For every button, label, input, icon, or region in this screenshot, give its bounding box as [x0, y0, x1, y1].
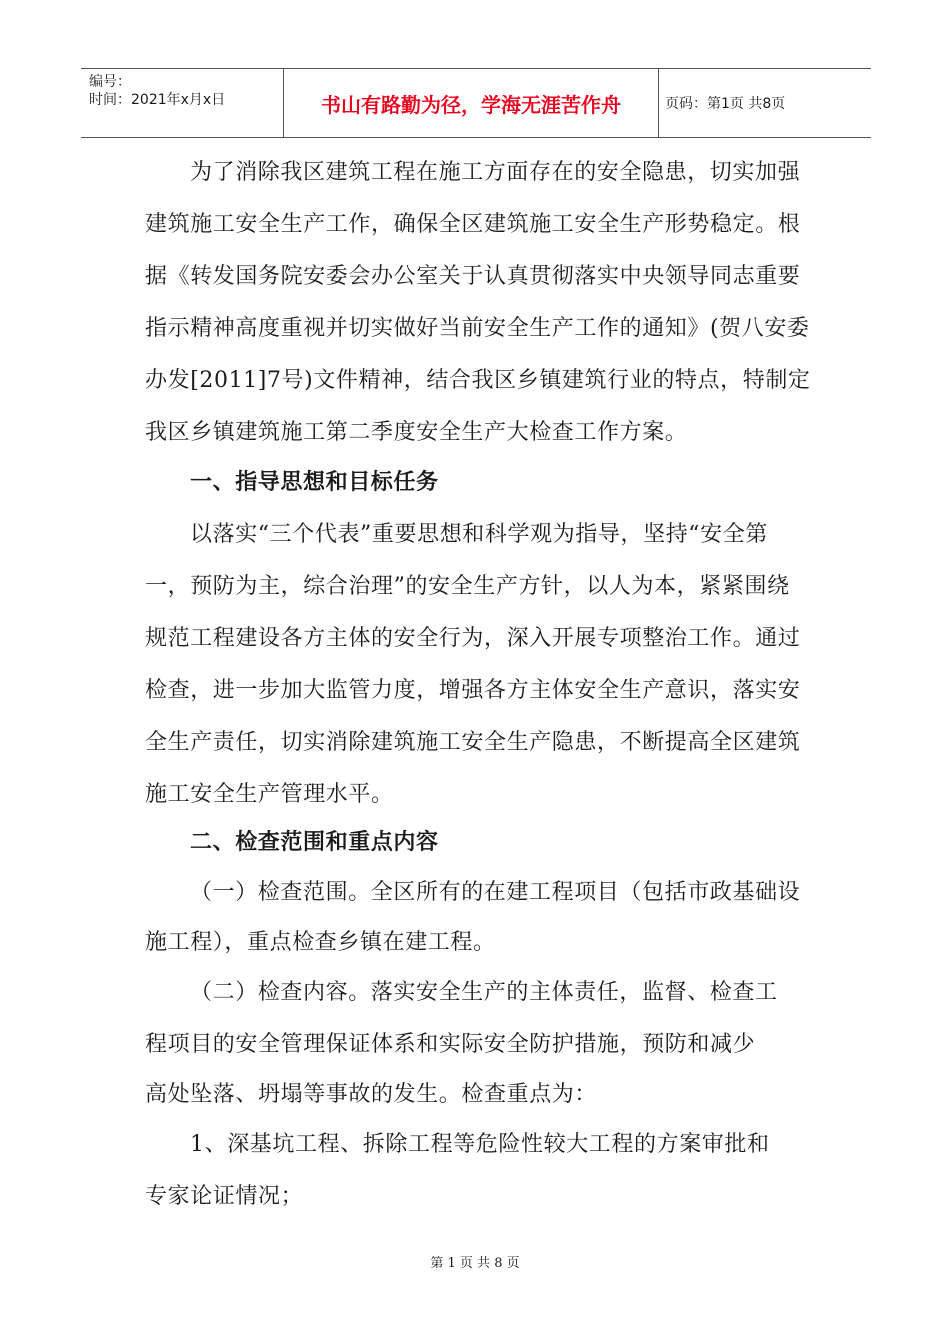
- page-footer: 第 1 页 共 8 页: [430, 1256, 520, 1271]
- header-table: [81, 68, 871, 138]
- paragraph-line: 为了消除我区建筑工程在施工方面存在的安全隐患，切实加强: [190, 160, 801, 185]
- paragraph-line: 办发[2011]7号)文件精神，结合我区乡镇建筑行业的特点，特制定: [145, 368, 811, 393]
- paragraph-line: 以落实“三个代表”重要思想和科学观为指导，坚持“安全第: [190, 522, 768, 547]
- header-info-cell: [81, 69, 284, 137]
- paragraph-line: （二）检查内容。落实安全生产的主体责任，监督、检查工: [190, 980, 778, 1005]
- paragraph-line: 据《转发国务院安委会办公室关于认真贯彻落实中央领导同志重要: [145, 264, 801, 289]
- paragraph-line: 建筑施工安全生产工作，确保全区建筑施工安全生产形势稳定。根: [145, 212, 801, 237]
- paragraph-line: 规范工程建设各方主体的安全行为，深入开展专项整治工作。通过: [145, 626, 801, 651]
- motto: 书山有路勤为径，学海无涯苦作舟: [284, 69, 659, 137]
- page-label: 页码：第1页 共8页: [665, 96, 786, 112]
- paragraph-line: 全生产责任，切实消除建筑施工安全生产隐患，不断提高全区建筑: [145, 730, 801, 755]
- paragraph-line: 高处坠落、坍塌等事故的发生。检查重点为：: [145, 1082, 598, 1107]
- paragraph-line: （一）检查范围。全区所有的在建工程项目（包括市政基础设: [190, 880, 801, 905]
- paragraph-line: 施工安全生产管理水平。: [145, 782, 394, 807]
- section-heading: 一、指导思想和目标任务: [190, 470, 439, 495]
- paragraph-line: 我区乡镇建筑施工第二季度安全生产大检查工作方案。: [145, 420, 688, 445]
- paragraph-line: 检查，进一步加大监管力度，增强各方主体安全生产意识，落实安: [145, 678, 801, 703]
- paragraph-line: 一，预防为主，综合治理”的安全生产方针，以人为本，紧紧围绕: [145, 574, 790, 599]
- paragraph-line: 指示精神高度重视并切实做好当前安全生产工作的通知》(贺八安委: [145, 316, 810, 341]
- time-label: 时间：2021年x月x日: [89, 92, 226, 108]
- code-label: 编号：: [89, 74, 131, 90]
- section-heading: 二、检查范围和重点内容: [190, 830, 439, 855]
- paragraph-line: 程项目的安全管理保证体系和实际安全防护措施，预防和减少: [145, 1032, 756, 1057]
- paragraph-line: 1、深基坑工程、拆除工程等危险性较大工程的方案审批和: [190, 1132, 770, 1157]
- paragraph-line: 专家论证情况；: [145, 1184, 304, 1209]
- paragraph-line: 施工程），重点检查乡镇在建工程。: [145, 930, 496, 955]
